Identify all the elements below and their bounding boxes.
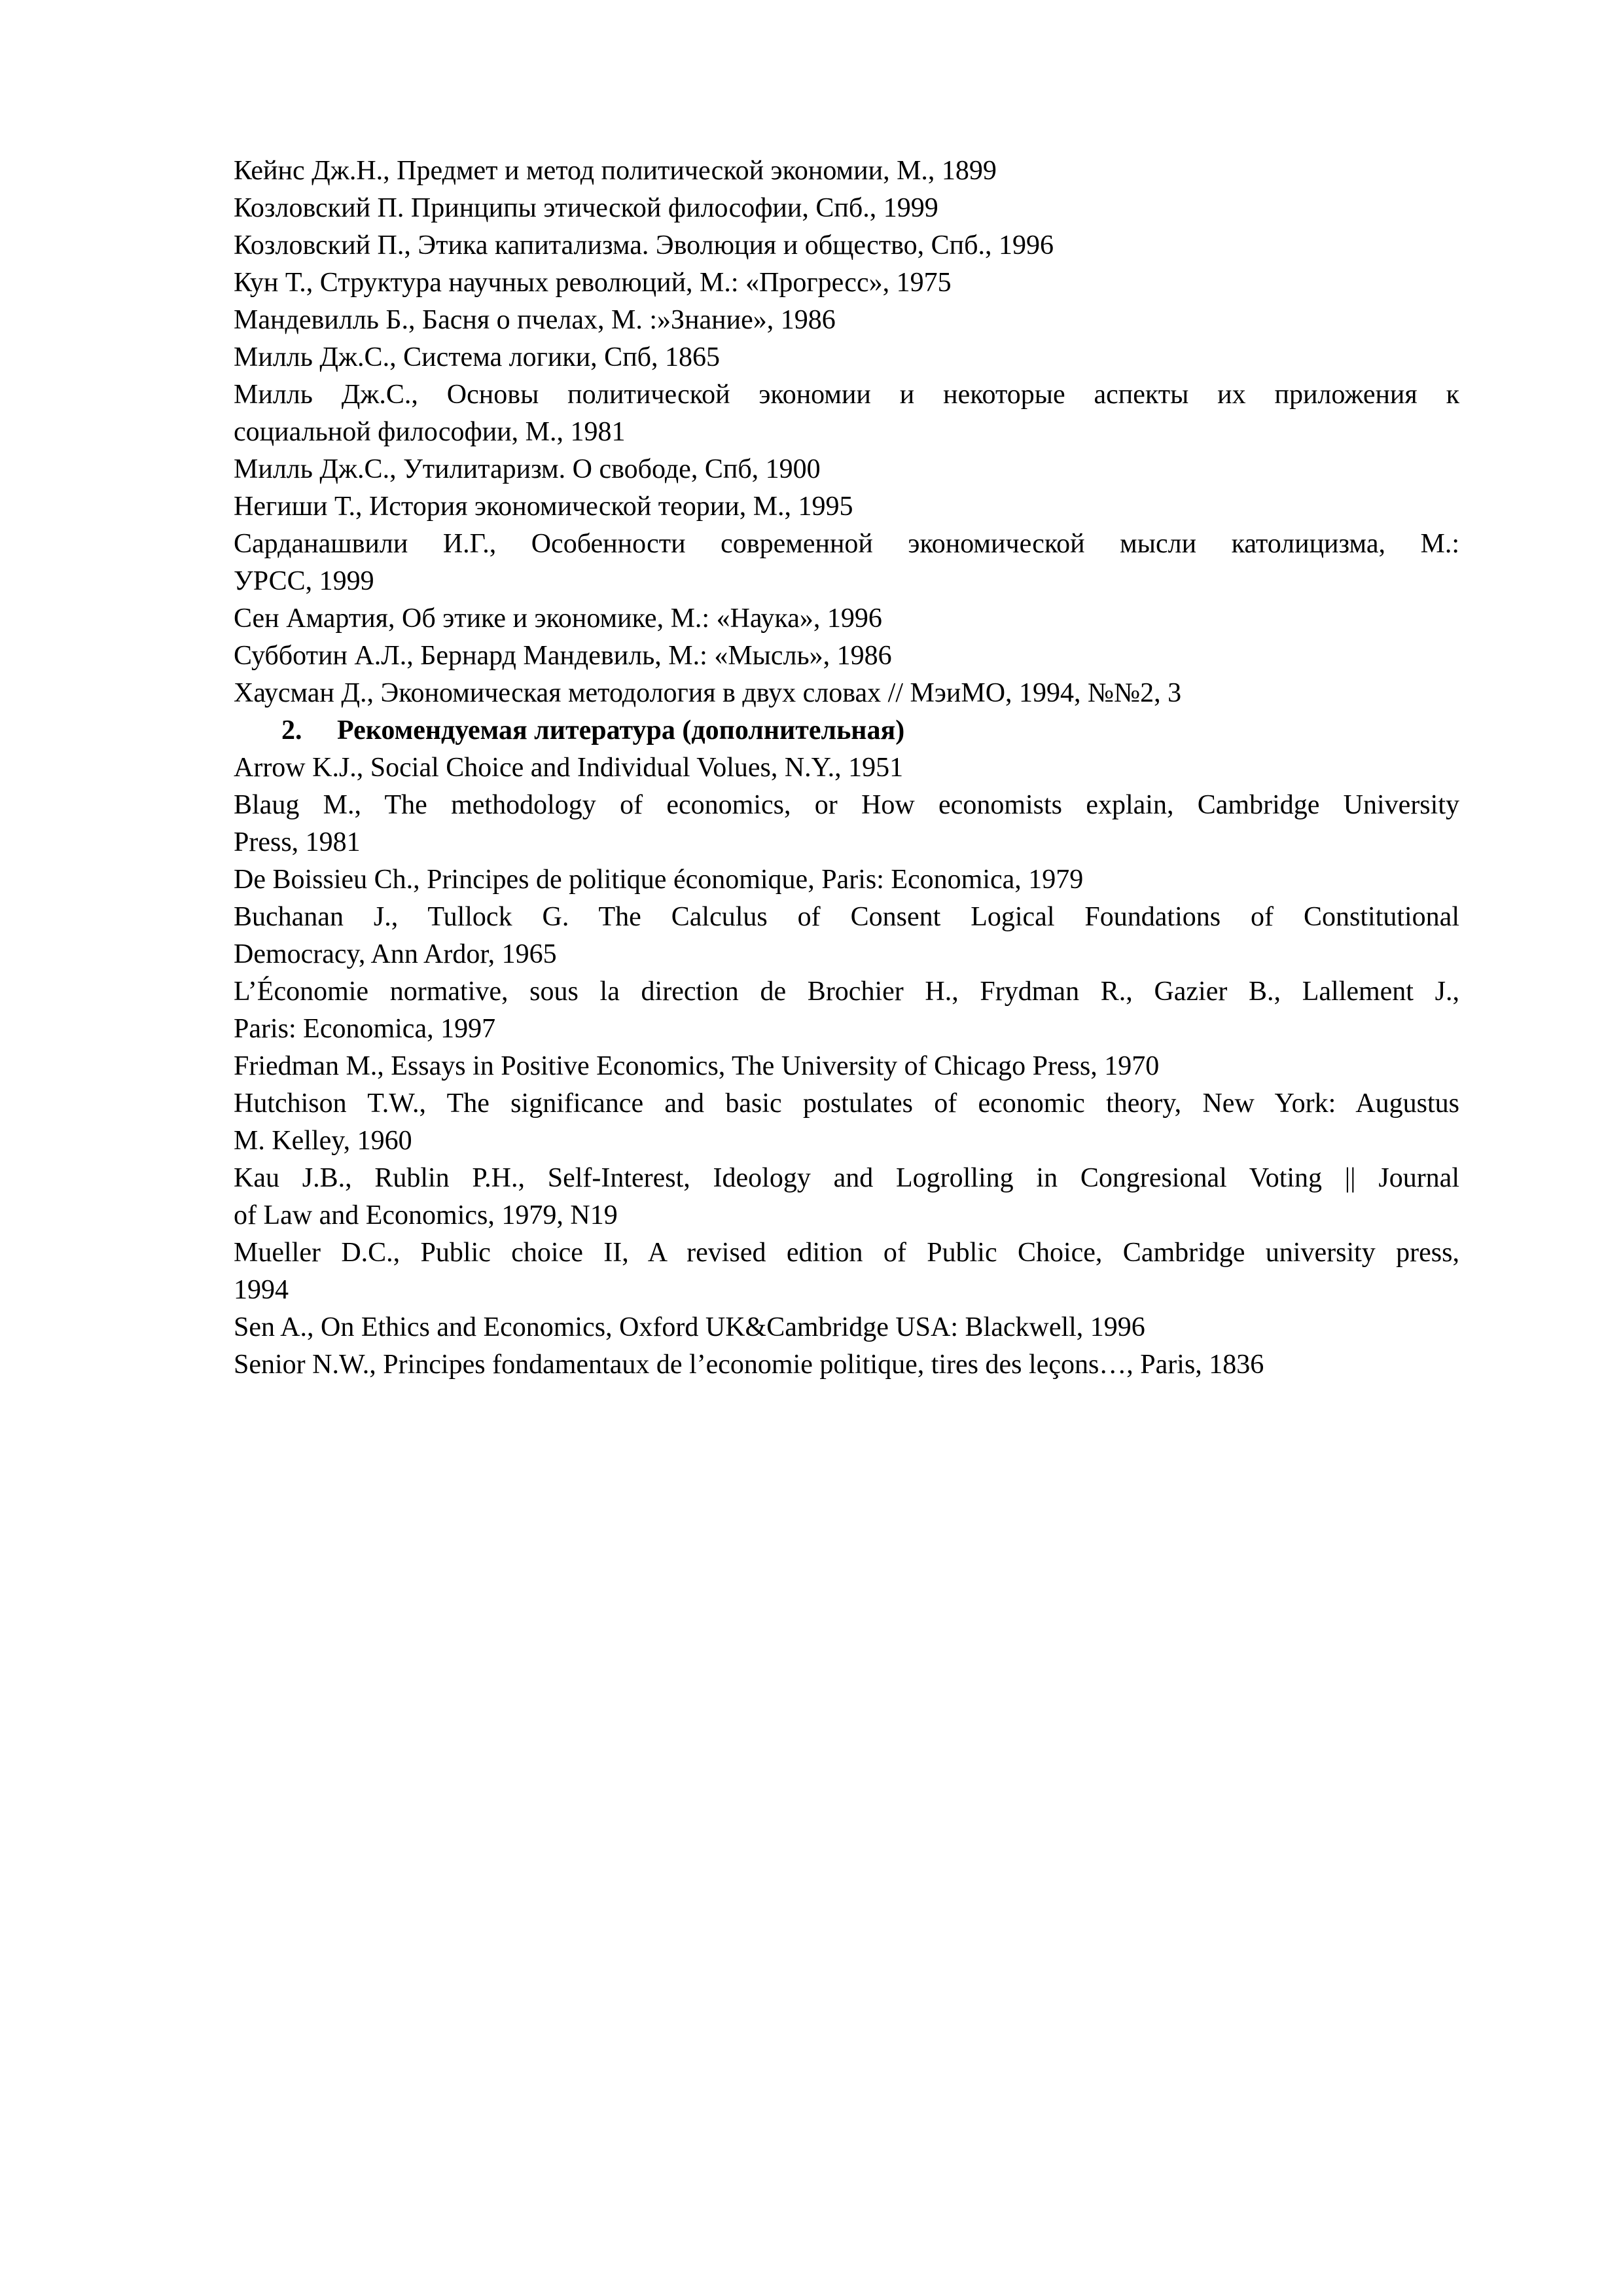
bib-line: социальной философии, М., 1981: [234, 417, 626, 447]
section-title: Рекомендуемая литература (дополнительная): [337, 715, 905, 745]
bib-entry: [234, 675, 1459, 712]
bib-line: Негиши Т., История экономической теории, М., 1995: [234, 492, 853, 522]
bib-line: Кун Т., Структура научных революций, М.: «Прогресс», 1975: [234, 268, 952, 298]
bib-line: 1994: [234, 1275, 289, 1305]
bib-line: Милль Дж.С., Основы политической экономии и некоторые аспекты их приложения к: [234, 380, 1459, 410]
bib-line: Мандевилль Б., Басня о пчелах, М. :»Знание», 1986: [234, 305, 836, 335]
bib-entry: [234, 861, 1459, 899]
bib-entry: [234, 190, 1459, 227]
bib-entry: [234, 302, 1459, 339]
bib-line: Милль Дж.С., Утилитаризм. О свободе, Спб, 1900: [234, 454, 821, 484]
bib-entry: [234, 1160, 1459, 1234]
bib-entry: [234, 1085, 1459, 1160]
bib-entry: [234, 973, 1459, 1048]
bib-line: Сарданашвили И.Г., Особенности современной экономической мысли католицизма, М.:: [234, 529, 1459, 559]
bib-entry: [234, 1234, 1459, 1309]
section-number: 2.: [281, 715, 302, 745]
bib-line: De Boissieu Ch., Principes de politique économique, Paris: Economica, 1979: [234, 865, 1084, 895]
section-heading: [234, 712, 1459, 749]
bib-line: Сен Амартия, Об этике и экономике, М.: «Наука», 1996: [234, 603, 882, 634]
bib-line: Mueller D.C., Public choice II, A revised edition of Public Choice, Cambridge university press,: [234, 1238, 1459, 1268]
bib-line: Hutchison T.W., The significance and basic postulates of economic theory, New York: Augustus: [234, 1088, 1459, 1119]
bib-line: Милль Дж.С., Система логики, Спб, 1865: [234, 342, 721, 372]
bib-line: M. Kelley, 1960: [234, 1126, 412, 1156]
bib-line: Blaug M., The methodology of economics, or How economists explain, Cambridge University: [234, 790, 1459, 820]
bib-line: of Law and Economics, 1979, N19: [234, 1200, 618, 1230]
bib-entry: [234, 637, 1459, 675]
bib-entry: [234, 1309, 1459, 1346]
bib-entry: [234, 227, 1459, 264]
bib-line: Senior N.W., Principes fondamentaux de l’economie politique, tires des leçons…, Paris, 1836: [234, 1350, 1264, 1380]
bib-entry: [234, 488, 1459, 526]
bib-entry: [234, 376, 1459, 451]
bib-line: УРСС, 1999: [234, 566, 374, 596]
bib-line: Козловский П. Принципы этической философии, Спб., 1999: [234, 193, 938, 223]
bib-entry: [234, 787, 1459, 861]
bib-line: Press, 1981: [234, 827, 361, 857]
bib-line: Kau J.B., Rublin P.H., Self-Interest, Ideology and Logrolling in Congresional Voting || Journal: [234, 1163, 1459, 1193]
bib-entry: [234, 526, 1459, 600]
bib-entry: [234, 1048, 1459, 1085]
bib-line: L’Économie normative, sous la direction de Brochier H., Frydman R., Gazier B., Lallement J.,: [234, 977, 1459, 1007]
bib-line: Хаусман Д., Экономическая методология в двух словах // МэиМО, 1994, №№2, 3: [234, 678, 1182, 708]
bib-entry: [234, 264, 1459, 302]
bibliography: [234, 152, 1459, 1384]
bib-line: Paris: Economica, 1997: [234, 1014, 496, 1044]
bib-entry: [234, 1346, 1459, 1384]
bib-line: Sen A., On Ethics and Economics, Oxford UK&Cambridge USA: Blackwell, 1996: [234, 1312, 1145, 1342]
bib-line: Субботин А.Л., Бернард Мандевиль, М.: «Мысль», 1986: [234, 641, 892, 671]
bib-line: Buchanan J., Tullock G. The Calculus of Consent Logical Foundations of Constitutional: [234, 902, 1459, 932]
bib-entry: [234, 600, 1459, 637]
bib-entry: [234, 451, 1459, 488]
bib-entry: [234, 339, 1459, 376]
bib-entry: [234, 749, 1459, 787]
bib-line: Arrow K.J., Social Choice and Individual Volues, N.Y., 1951: [234, 753, 904, 783]
bib-line: Democracy, Ann Ardor, 1965: [234, 939, 557, 969]
bib-line: Friedman M., Essays in Positive Economics, The University of Chicago Press, 1970: [234, 1051, 1160, 1081]
bib-line: Козловский П., Этика капитализма. Эволюция и общество, Спб., 1996: [234, 230, 1054, 260]
bib-entry: [234, 152, 1459, 190]
bib-entry: [234, 899, 1459, 973]
bib-line: Кейнс Дж.Н., Предмет и метод политической экономии, М., 1899: [234, 156, 997, 186]
